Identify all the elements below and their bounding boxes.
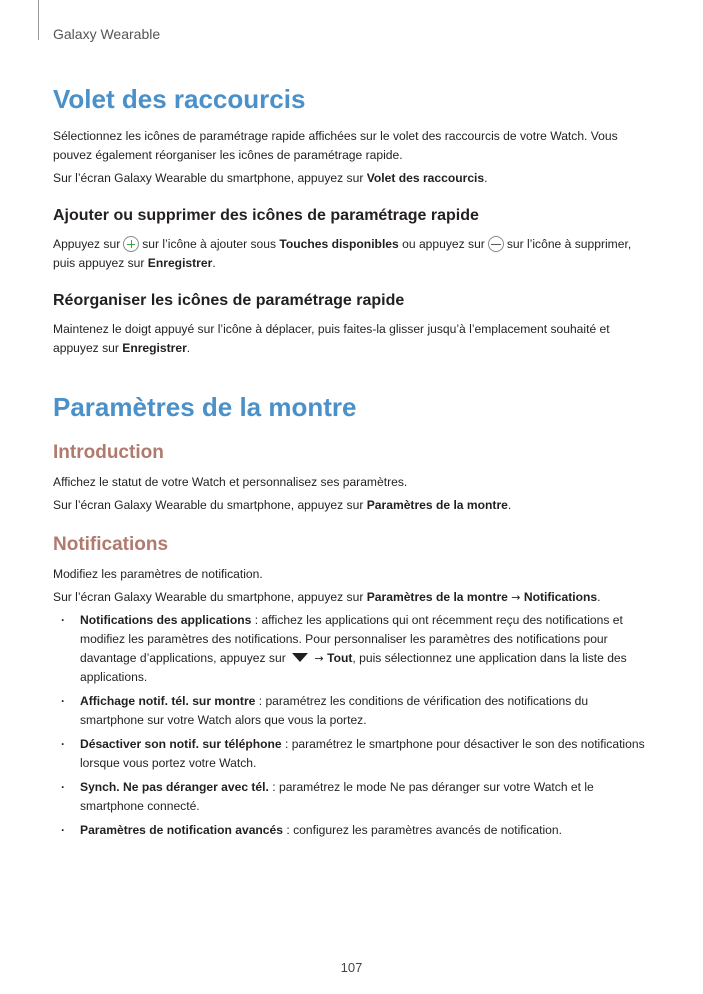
- list-item: · Notifications des applications : affichez les applications qui ont récemment reçu des notifications et modifiez les paramètres des notifications. Pour personnaliser les paramètres des notifications pour davantage d’applications, appuyez sur → Tout, puis sélectionnez une application dans la liste des applications.: [53, 611, 653, 687]
- introduction-path: Sur l’écran Galaxy Wearable du smartphone, appuyez sur Paramètres de la montre.: [53, 498, 512, 512]
- subsection-title-introduction: Introduction: [53, 442, 164, 463]
- section-intro: Sélectionnez les icônes de paramétrage rapide affichées sur le volet des raccourcis de votre Watch. Vous pouvez également réorganiser les icônes de paramétrage rapide.: [53, 129, 618, 162]
- dropdown-triangle-icon: [292, 653, 308, 662]
- add-circle-icon: [123, 236, 139, 252]
- arrow-right-icon: →: [511, 591, 521, 604]
- list-item: · Désactiver son notif. sur téléphone : paramétrez le smartphone pour désactiver le son des notifications lorsque vous portez votre Watch.: [53, 735, 653, 773]
- path-bold: Volet des raccourcis: [366, 171, 485, 185]
- section-title-watch-settings: Paramètres de la montre: [53, 392, 357, 422]
- list-item: · Paramètres de notification avancés : configurez les paramètres avancés de notification.: [53, 821, 653, 840]
- notifications-text: Modifiez les paramètres de notification.: [53, 567, 263, 581]
- arrow-right-icon: →: [314, 652, 324, 665]
- remove-circle-icon: [488, 236, 504, 252]
- list-item: · Synch. Ne pas déranger avec tél. : paramétrez le mode Ne pas déranger sur votre Watch et le smartphone connecté.: [53, 778, 653, 816]
- notifications-path: Sur l’écran Galaxy Wearable du smartphone, appuyez sur Paramètres de la montre → Notifications.: [53, 590, 601, 604]
- subsection-title-reorder: Réorganiser les icônes de paramétrage rapide: [53, 292, 405, 309]
- page-content: [53, 84, 653, 845]
- section-title-shortcuts: Volet des raccourcis: [53, 84, 306, 114]
- subsection-title-add-remove: Ajouter ou supprimer des icônes de paramétrage rapide: [53, 207, 479, 224]
- add-remove-instructions: Appuyez sur sur l’icône à ajouter sous Touches disponibles ou appuyez sur sur l’icône à supprimer, puis appuyez sur Enregistrer.: [53, 237, 632, 270]
- section-path: Sur l’écran Galaxy Wearable du smartphone, appuyez sur Volet des raccourcis.: [53, 171, 488, 185]
- running-header: Galaxy Wearable: [53, 26, 161, 42]
- list-item: · Affichage notif. tél. sur montre : paramétrez les conditions de vérification des notifications du smartphone sur votre Watch alors que vous la portez.: [53, 692, 653, 730]
- notification-settings-list: [53, 611, 653, 840]
- subsection-title-notifications: Notifications: [53, 534, 169, 555]
- reorder-instructions: Maintenez le doigt appuyé sur l’icône à déplacer, puis faites-la glisser jusqu’à l’emplacement souhaité et appuyez sur Enregistrer.: [53, 322, 610, 355]
- introduction-text: Affichez le statut de votre Watch et personnalisez ses paramètres.: [53, 475, 408, 489]
- header-rule: [38, 0, 39, 40]
- page-number: 107: [340, 960, 363, 975]
